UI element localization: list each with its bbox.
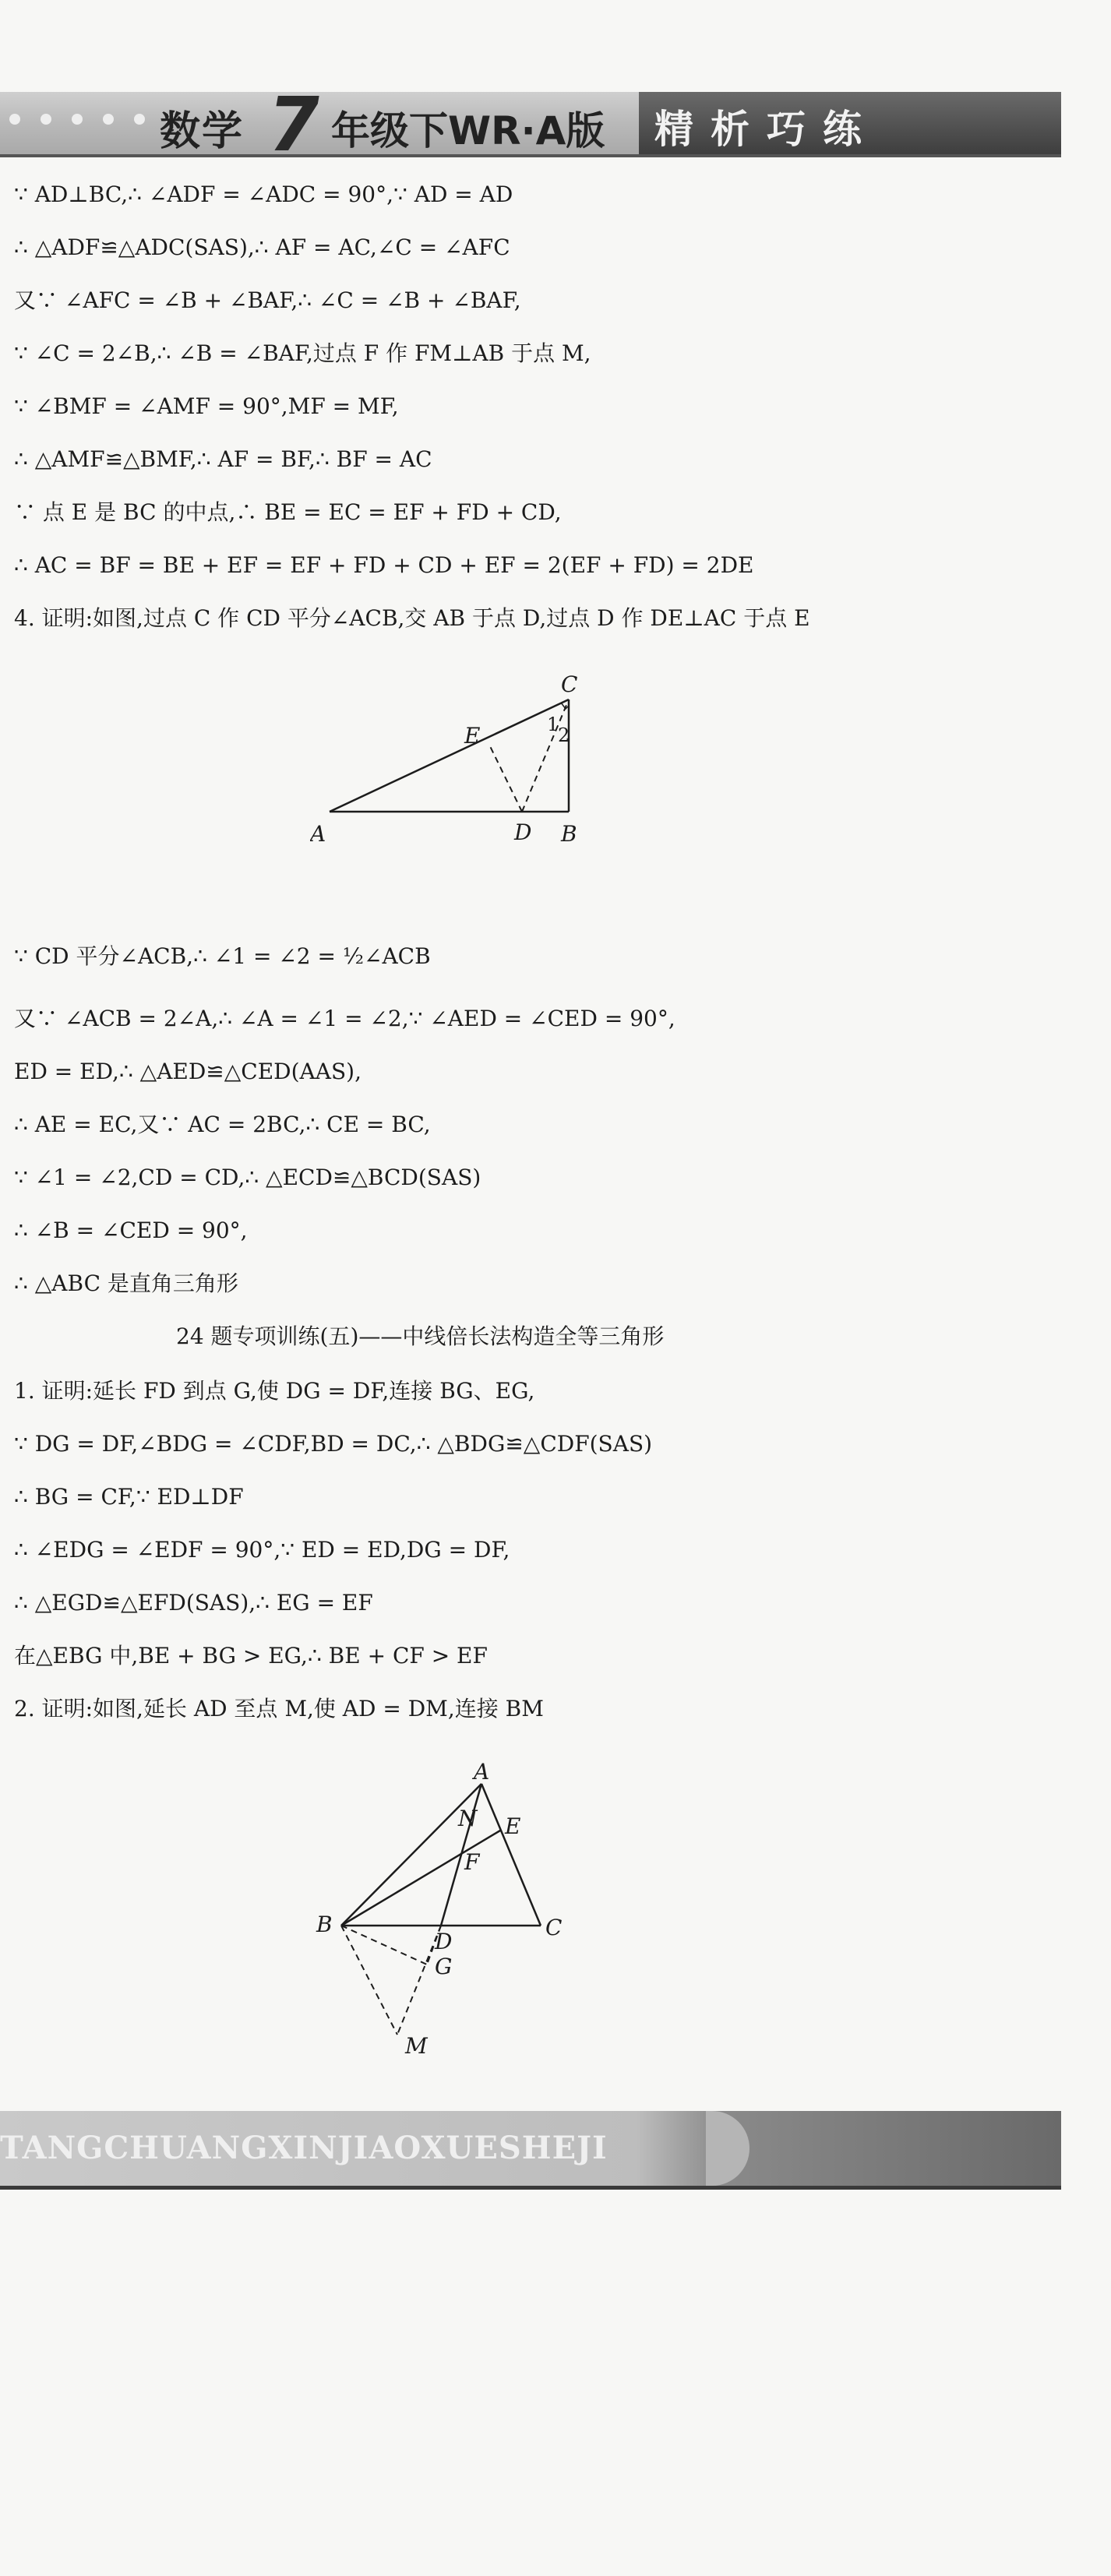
label-E: E [464, 723, 481, 749]
page-header-banner [0, 81, 1061, 168]
proof-line: ∴ △ADF≌△ADC(SAS),∴ AF = AC,∠C = ∠AFC [14, 234, 510, 260]
problem-2-statement: 2. 证明:如图,延长 AD 至点 M,使 AD = DM,连接 BM [14, 1696, 544, 1721]
proof-line: ∴ △EGD≌△EFD(SAS),∴ EG = EF [14, 1590, 373, 1616]
label-E: E [505, 1813, 521, 1839]
proof-line: ∴ △ABC 是直角三角形 [14, 1270, 238, 1296]
header-series-title: 精析巧练 [654, 107, 879, 152]
proof-line: ∵ ∠BMF = ∠AMF = 90°,MF = MF, [14, 393, 399, 419]
label-A: A [474, 1760, 490, 1785]
proof-line: ∴ △AMF≌△BMF,∴ AF = BF,∴ BF = AC [14, 446, 432, 472]
header-grade-number: 7 [260, 81, 328, 168]
proof-line: ∴ AE = EC,又∵ AC = 2BC,∴ CE = BC, [14, 1112, 431, 1137]
header-subject: 数学 [160, 108, 245, 155]
proof-line: ∵ ∠1 = ∠2,CD = CD,∴ △ECD≌△BCD(SAS) [14, 1165, 481, 1190]
proof-line: ∴ BG = CF,∵ ED⊥DF [14, 1484, 244, 1510]
footer-decoration [706, 2111, 749, 2186]
proof-line: ∴ ∠EDG = ∠EDF = 90°,∵ ED = ED,DG = DF, [14, 1537, 510, 1563]
label-angle-2: 2 [558, 724, 570, 746]
label-N: N [458, 1806, 478, 1831]
proof-line: ∵ DG = DF,∠BDG = ∠CDF,BD = DC,∴ △BDG≌△CDF(SAS) [14, 1431, 653, 1457]
triangle-diagram-1 [310, 670, 622, 857]
triangle-diagram-2 [295, 1760, 606, 2088]
label-G: G [435, 1954, 453, 1979]
header-grade-text: 年级下WR·A版 [331, 108, 605, 153]
proof-line: ED = ED,∴ △AED≌△CED(AAS), [14, 1059, 362, 1084]
label-C: C [545, 1915, 563, 1940]
label-C: C [561, 671, 578, 697]
proof-line: ∵ 点 E 是 BC 的中点,∴ BE = EC = EF + FD + CD, [14, 499, 562, 525]
label-A: A [310, 821, 326, 847]
label-B: B [561, 821, 577, 847]
section-title: 24 题专项训练(五)——中线倍长法构造全等三角形 [176, 1323, 665, 1349]
proof-line: ∵ AD⊥BC,∴ ∠ADF = ∠ADC = 90°,∵ AD = AD [14, 181, 513, 207]
proof-line: 又∵ ∠ACB = 2∠A,∴ ∠A = ∠1 = ∠2,∵ ∠AED = ∠CED = 90°, [14, 1006, 675, 1031]
proof-line: 又∵ ∠AFC = ∠B + ∠BAF,∴ ∠C = ∠B + ∠BAF, [14, 287, 521, 313]
label-M: M [405, 2033, 428, 2059]
label-angle-1: 1 [547, 714, 559, 735]
proof-line: ∴ ∠B = ∠CED = 90°, [14, 1218, 248, 1243]
label-F: F [464, 1849, 480, 1875]
page-footer-banner [0, 2111, 1061, 2190]
proof-line: ∵ ∠C = 2∠B,∴ ∠B = ∠BAF,过点 F 作 FM⊥AB 于点 M, [14, 340, 591, 366]
footer-text: TANGCHUANGXINJIAOXUESHEJI [0, 2130, 608, 2166]
problem-4-statement: 4. 证明:如图,过点 C 作 CD 平分∠ACB,交 AB 于点 D,过点 D 作 DE⊥AC 于点 E [14, 605, 810, 631]
proof-line: 在△EBG 中,BE + BG > EG,∴ BE + CF > EF [14, 1643, 488, 1669]
header-dots-decoration [9, 114, 176, 125]
proof-line: ∵ CD 平分∠ACB,∴ ∠1 = ∠2 = ½∠ACB [14, 943, 431, 969]
proof-line: ∴ AC = BF = BE + EF = EF + FD + CD + EF = 2(EF + FD) = 2DE [14, 552, 754, 578]
problem-1-statement: 1. 证明:延长 FD 到点 G,使 DG = DF,连接 BG、EG, [14, 1378, 535, 1404]
label-D: D [514, 819, 532, 845]
label-B: B [316, 1912, 333, 1937]
label-D: D [435, 1929, 453, 1954]
